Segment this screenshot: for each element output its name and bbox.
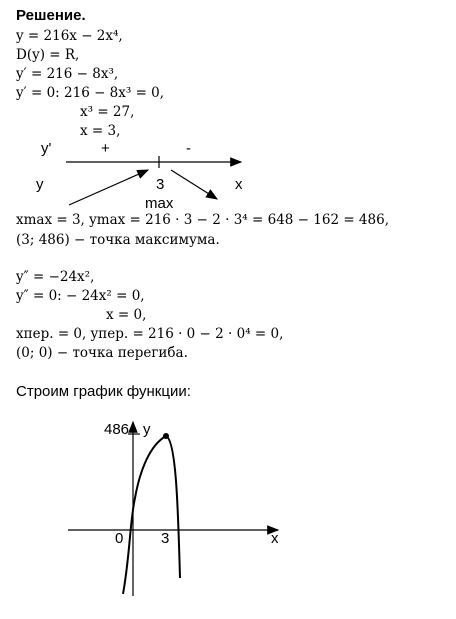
graph-y-tick-label: 486 bbox=[104, 421, 130, 438]
derivative-line: y′ = 216 − 8x³, bbox=[16, 66, 119, 82]
sign-chart-derivative-label: y' bbox=[41, 140, 52, 157]
graph-x-tick-label: 3 bbox=[161, 530, 170, 547]
maximum-point-line: (3; 486) − точка максимума. bbox=[16, 232, 220, 248]
critical-point-line: x = 3, bbox=[80, 123, 121, 139]
second-derivative-line: y″ = −24x², bbox=[16, 269, 95, 285]
function-definition: y = 216x − 2x⁴, bbox=[16, 28, 123, 44]
second-derivative-zero-line: y″ = 0: − 24x² = 0, bbox=[16, 288, 145, 304]
graph-x-axis-label: x bbox=[271, 530, 279, 547]
inflection-value-line: xпер. = 0, yпер. = 216 · 0 − 2 · 0⁴ = 0, bbox=[16, 326, 284, 342]
maximum-point-marker bbox=[163, 433, 169, 439]
graph-origin-label: 0 bbox=[115, 530, 124, 547]
sign-chart-minus: - bbox=[186, 140, 191, 157]
solution-heading: Решение. bbox=[16, 7, 86, 24]
sign-chart-axis-label: x bbox=[235, 176, 243, 193]
derivative-zero-line: y′ = 0: 216 − 8x³ = 0, bbox=[16, 85, 165, 101]
maximum-value-line: xmax = 3, ymax = 216 · 3 − 2 · 3⁴ = 648 − 162 = 486, bbox=[16, 212, 389, 228]
sign-chart-plus: + bbox=[101, 140, 110, 157]
domain-line: D(y) = R, bbox=[16, 47, 80, 63]
sign-chart-function-label: y bbox=[36, 176, 44, 193]
graph-intro: Строим график функции: bbox=[16, 383, 191, 400]
sign-chart-point-label: 3 bbox=[156, 176, 165, 193]
inflection-point-line: (0; 0) − точка перегиба. bbox=[16, 345, 188, 361]
sign-chart-max-label: max bbox=[145, 195, 174, 212]
cube-equation-line: x³ = 27, bbox=[80, 104, 135, 120]
function-curve bbox=[123, 436, 180, 594]
inflection-x-line: x = 0, bbox=[106, 307, 147, 323]
graph-y-axis-label: y bbox=[143, 421, 151, 438]
